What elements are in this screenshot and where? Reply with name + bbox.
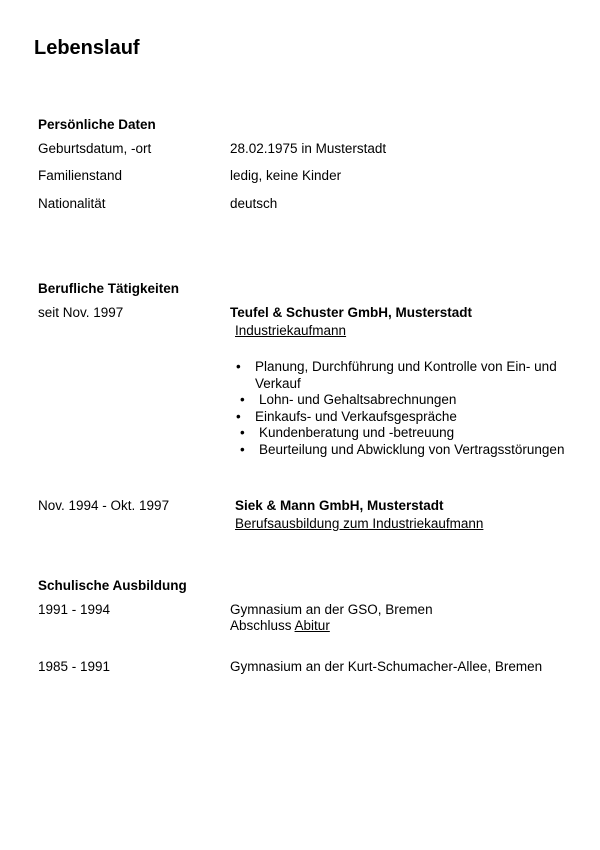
education-period: 1991 - 1994 xyxy=(38,602,111,617)
job-duties-list xyxy=(236,359,576,458)
education-degree-prefix: Abschluss xyxy=(230,618,295,633)
value-birth: 28.02.1975 in Musterstadt xyxy=(230,141,387,156)
list-item: • Planung, Durchführung und Kontrolle von Ein- und Verkauf xyxy=(236,359,576,392)
education-degree xyxy=(230,618,330,633)
section-heading-personal: Persönliche Daten xyxy=(38,117,156,132)
section-heading-education: Schulische Ausbildung xyxy=(38,578,187,593)
list-item: • Beurteilung und Abwicklung von Vertragsstörungen xyxy=(236,442,576,459)
job-company: Siek & Mann GmbH, Musterstadt xyxy=(235,498,444,513)
value-nationality: deutsch xyxy=(230,196,278,211)
section-heading-career: Berufliche Tätigkeiten xyxy=(38,281,180,296)
label-birth: Geburtsdatum, -ort xyxy=(38,141,152,156)
education-school: Gymnasium an der Kurt-Schumacher-Allee, Bremen xyxy=(230,659,543,674)
list-item: • Lohn- und Gehaltsabrechnungen xyxy=(236,392,576,409)
label-nationality: Nationalität xyxy=(38,196,106,211)
job-company: Teufel & Schuster GmbH, Musterstadt xyxy=(230,305,473,320)
job-position: Berufsausbildung zum Industriekaufmann xyxy=(235,516,484,531)
list-item: • Einkaufs- und Verkaufsgespräche xyxy=(236,409,576,426)
education-period: 1985 - 1991 xyxy=(38,659,111,674)
page-title: Lebenslauf xyxy=(34,37,140,59)
education-school: Gymnasium an der GSO, Bremen xyxy=(230,602,433,617)
label-marital-status: Familienstand xyxy=(38,168,123,183)
value-marital-status: ledig, keine Kinder xyxy=(230,168,342,183)
education-degree-name: Abitur xyxy=(294,618,330,633)
job-position: Industriekaufmann xyxy=(235,323,347,338)
job-period: Nov. 1994 - Okt. 1997 xyxy=(38,498,170,513)
job-period: seit Nov. 1997 xyxy=(38,305,124,320)
list-item: • Kundenberatung und -betreuung xyxy=(236,425,576,442)
